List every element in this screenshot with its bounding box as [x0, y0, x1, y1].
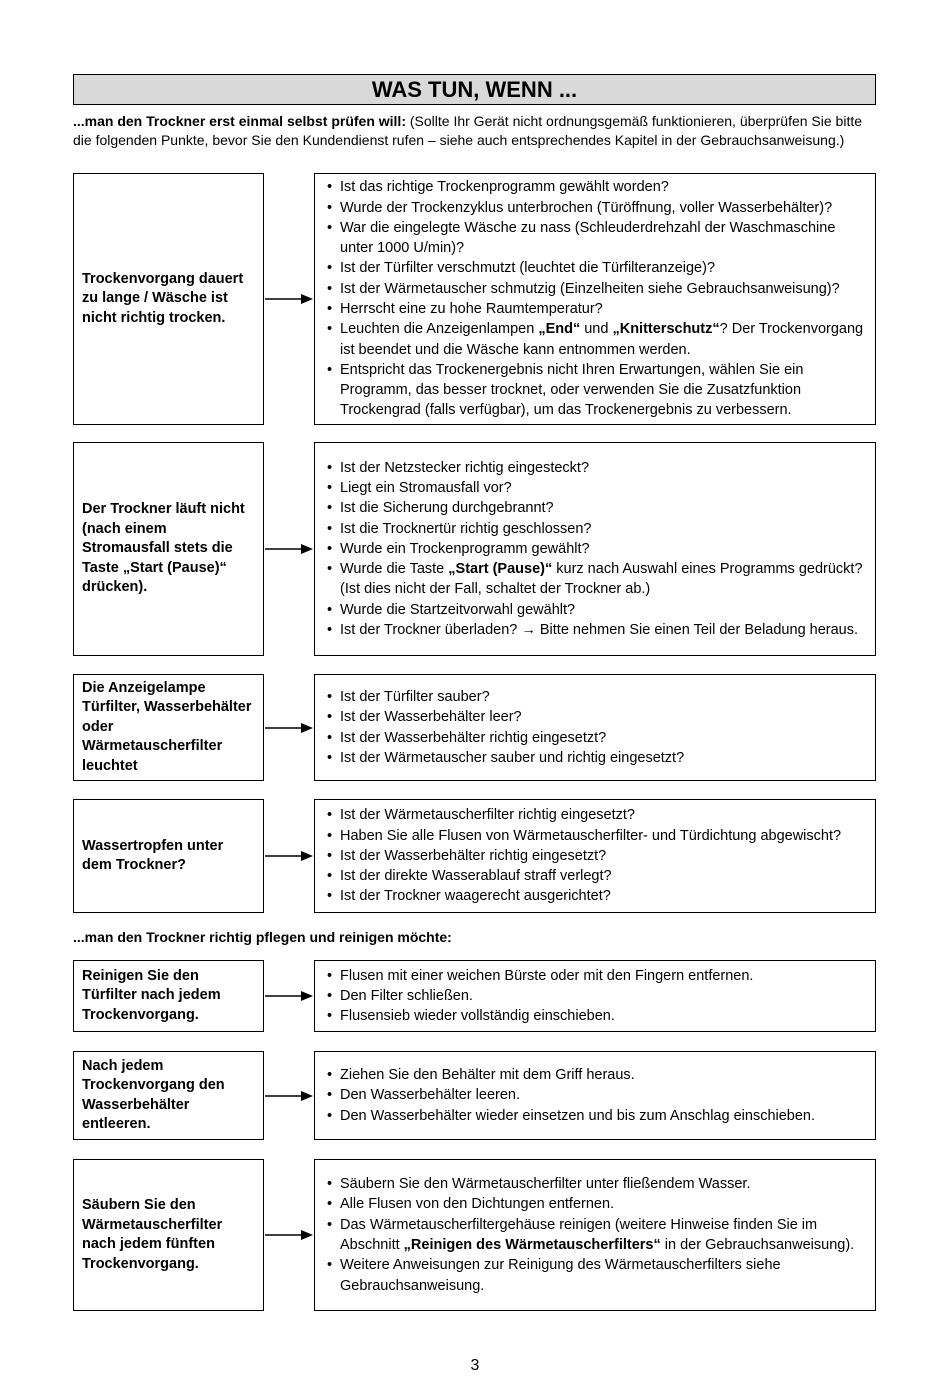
problem-row — [73, 1159, 876, 1311]
checklist-item — [325, 1215, 869, 1256]
checklist-item-emphasis: „Reinigen des Wärmetauscherfilters“ — [403, 1237, 661, 1253]
checklist-box — [314, 1051, 876, 1140]
checklist-item-text: Wurde ein Trockenprogramm gewählt? — [340, 540, 590, 557]
checklist-item-text: Das Wärmetauscherfiltergehäuse reinigen (weitere Hinweise finden Sie im Abschnitt — [340, 1216, 818, 1253]
checklist-item — [325, 826, 869, 846]
intro-paragraph — [73, 112, 873, 150]
checklist — [325, 1174, 869, 1296]
intro-lead: ...man den Trockner erst einmal selbst prüfen will: — [73, 113, 406, 129]
problem-label — [73, 960, 264, 1032]
checklist-item-text: und — [580, 321, 613, 338]
arrow-right-icon — [265, 722, 313, 734]
checklist-item-text: Ist der Türfilter verschmutzt (leuchtet die Türfilteranzeige)? — [340, 260, 716, 277]
problem-label — [73, 173, 264, 425]
checklist-item — [325, 360, 869, 421]
problem-label-text: Die Anzeigelampe Türfilter, Wasserbehälter oder Wärmetauscherfilter leuchtet — [82, 679, 252, 774]
checklist-item — [325, 886, 869, 906]
checklist-item-text: Flusen mit einer weichen Bürste oder mit den Fingern entfernen. — [340, 967, 754, 984]
checklist-item-text: Ist der Wärmetauscher schmutzig (Einzelheiten siehe Gebrauchsanweisung)? — [340, 280, 840, 297]
checklist-item-emphasis: „Knitterschutz“ — [612, 321, 720, 338]
checklist-item-text: ? Der Trockenvorgang ist beendet und die Wäsche kann entnommen werden. — [340, 321, 864, 358]
arrow-right-icon — [265, 850, 313, 862]
checklist-item — [325, 1006, 869, 1026]
checklist-item — [325, 600, 869, 620]
problem-label — [73, 799, 264, 913]
checklist-item-text: Ist der Trockner waagerecht ausgerichtet? — [340, 888, 611, 905]
problem-label — [73, 674, 264, 781]
checklist-item — [325, 728, 869, 748]
problem-label-text: Wassertropfen unter dem Trockner? — [82, 837, 224, 873]
checklist-item-emphasis: „Start (Pause)“ — [448, 561, 553, 578]
problem-label — [73, 1159, 264, 1311]
arrow-right-icon — [265, 293, 313, 305]
checklist-item — [325, 748, 869, 768]
checklist-item-text: Ist der Wasserbehälter leer? — [340, 709, 522, 726]
checklist-item — [325, 198, 869, 218]
checklist-item-text: Flusensieb wieder vollständig einschieben. — [340, 1008, 615, 1025]
checklist-item — [325, 1255, 869, 1296]
checklist — [325, 1065, 869, 1126]
checklist — [325, 177, 869, 421]
checklist-item — [325, 846, 869, 866]
problem-row — [73, 173, 876, 425]
page-number: 3 — [470, 1357, 480, 1374]
checklist-item — [325, 966, 869, 986]
checklist-item — [325, 218, 869, 259]
checklist-item-text: Wurde der Trockenzyklus unterbrochen (Türöffnung, voller Wasserbehälter)? — [340, 199, 833, 216]
checklist-item-text: Ist der direkte Wasserablauf straff verlegt? — [340, 868, 612, 885]
arrow-right-icon — [265, 990, 313, 1002]
checklist-item — [325, 258, 869, 278]
checklist-item — [325, 620, 869, 640]
checklist-item — [325, 319, 869, 360]
checklist-item-text: Ist der Netzstecker richtig eingesteckt? — [340, 459, 590, 476]
care-section-heading: ...man den Trockner richtig pflegen und reinigen möchte: — [73, 929, 452, 945]
problem-label-text: Trockenvorgang dauert zu lange / Wäsche ist nicht richtig trocken. — [82, 270, 244, 326]
problem-row — [73, 799, 876, 913]
problem-label-text: Nach jedem Trockenvorgang den Wasserbehälter entleeren. — [82, 1057, 225, 1132]
checklist-box — [314, 442, 876, 656]
checklist-item — [325, 986, 869, 1006]
checklist-item — [325, 478, 869, 498]
problem-label-text: Reinigen Sie den Türfilter nach jedem Trockenvorgang. — [82, 967, 221, 1023]
checklist — [325, 458, 869, 641]
checklist-item-text: Ist der Wasserbehälter richtig eingesetzt? — [340, 729, 607, 746]
checklist-item — [325, 559, 869, 600]
checklist-item-text: Ist der Wärmetauscherfilter richtig eingesetzt? — [340, 807, 635, 824]
checklist-item — [325, 539, 869, 559]
checklist-item — [325, 805, 869, 825]
checklist-item — [325, 519, 869, 539]
checklist-item — [325, 1065, 869, 1085]
checklist-box — [314, 960, 876, 1032]
problem-label — [73, 1051, 264, 1140]
checklist-item — [325, 1085, 869, 1105]
checklist-item-text: Den Wasserbehälter wieder einsetzen und bis zum Anschlag einschieben. — [340, 1107, 816, 1124]
checklist-item-text: Den Filter schließen. — [340, 987, 473, 1004]
checklist-item — [325, 177, 869, 197]
checklist — [325, 966, 869, 1027]
checklist-item-text: Ist der Wasserbehälter richtig eingesetzt? — [340, 847, 607, 864]
checklist-item-text: Säubern Sie den Wärmetauscherfilter unter fließendem Wasser. — [340, 1176, 751, 1193]
problem-row — [73, 674, 876, 781]
checklist-item-text: Liegt ein Stromausfall vor? — [340, 479, 512, 496]
problem-row — [73, 1051, 876, 1140]
checklist-item-text: Ist der Trockner überladen? → Bitte nehmen Sie einen Teil der Beladung heraus. — [340, 622, 859, 639]
checklist-item-text: Alle Flusen von den Dichtungen entfernen. — [340, 1196, 615, 1213]
problem-row — [73, 960, 876, 1032]
checklist-item — [325, 279, 869, 299]
checklist-box — [314, 173, 876, 425]
checklist — [325, 687, 869, 768]
checklist-item-text: Herrscht eine zu hohe Raumtemperatur? — [340, 301, 603, 317]
problem-label-text: Der Trockner läuft nicht (nach einem Stromausfall stets die Taste „Start (Pause)“ drücken). — [82, 501, 245, 596]
checklist-item — [325, 687, 869, 707]
arrow-right-icon — [265, 1090, 313, 1102]
checklist-item-text: Ist die Sicherung durchgebrannt? — [340, 500, 554, 517]
checklist-box — [314, 799, 876, 913]
checklist — [325, 805, 869, 906]
checklist-item-text: Ist der Türfilter sauber? — [340, 688, 490, 705]
checklist-item — [325, 1174, 869, 1194]
page-title: WAS TUN, WENN ... — [73, 74, 876, 105]
checklist-item-text: Ist die Trocknertür richtig geschlossen? — [340, 520, 592, 537]
checklist-item-text: Ist der Wärmetauscher sauber und richtig eingesetzt? — [340, 749, 685, 766]
checklist-item-text: Wurde die Taste — [340, 561, 449, 578]
checklist-item-text: Leuchten die Anzeigenlampen — [340, 321, 539, 338]
arrow-right-icon — [265, 1229, 313, 1241]
checklist-item-text: Weitere Anweisungen zur Reinigung des Wärmetauscherfilters siehe Gebrauchsanweisung. — [340, 1257, 781, 1294]
checklist-box — [314, 1159, 876, 1311]
checklist-item-text: Ziehen Sie den Behälter mit dem Griff heraus. — [340, 1067, 635, 1084]
checklist-item — [325, 1194, 869, 1214]
checklist-item — [325, 866, 869, 886]
checklist-item-text: Ist das richtige Trockenprogramm gewählt worden? — [340, 179, 669, 196]
intro-text: (Sollte Ihr Gerät nicht ordnungsgemäß funktionieren, überprüfen Sie bitte die folgenden Punkte, bevor Sie den Kundendienst rufen – siehe auch entsprechendes Kapitel in der Gebrauchsanweisung.) — [73, 113, 863, 148]
problem-label-text: Säubern Sie den Wärmetauscherfilter nach jedem fünften Trockenvorgang. — [82, 1197, 223, 1272]
checklist-box — [314, 674, 876, 781]
arrow-right-icon — [265, 543, 313, 555]
checklist-item-emphasis: „End“ — [538, 321, 581, 338]
checklist-item-text: Entspricht das Trockenergebnis nicht Ihren Erwartungen, wählen Sie ein Programm, das besser trocknet, oder verwenden Sie die Zusatzfunktion Trockengrad (falls verfügbar), um das Trockenergebnis zu verbessern. — [340, 361, 804, 419]
checklist-item-text: kurz nach Auswahl eines Programms gedrückt? (Ist dies nicht der Fall, schaltet der Trockner ab.) — [340, 561, 863, 598]
checklist-item — [325, 498, 869, 518]
problem-label — [73, 442, 264, 656]
checklist-item-text: in der Gebrauchsanweisung). — [660, 1237, 855, 1253]
checklist-item — [325, 458, 869, 478]
checklist-item-text: Haben Sie alle Flusen von Wärmetauscherfilter- und Türdichtung abgewischt? — [340, 827, 842, 844]
checklist-item-text: Den Wasserbehälter leeren. — [340, 1087, 520, 1104]
checklist-item — [325, 299, 869, 319]
checklist-item — [325, 1106, 869, 1126]
checklist-item-text: War die eingelegte Wäsche zu nass (Schleuderdrehzahl der Waschmaschine unter 1000 U/min)? — [340, 219, 836, 257]
checklist-item — [325, 707, 869, 727]
problem-row — [73, 442, 876, 656]
checklist-item-text: Wurde die Startzeitvorwahl gewählt? — [340, 601, 576, 618]
